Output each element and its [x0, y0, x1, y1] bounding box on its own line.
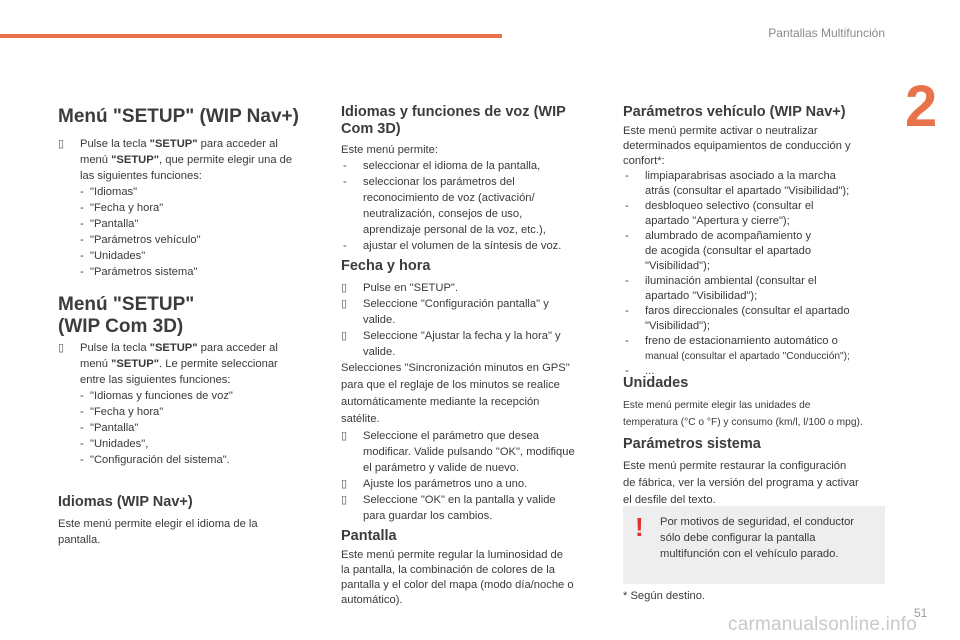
step: ▯ Seleccione "Ajustar la fecha y la hora" y	[341, 330, 561, 342]
step-bullet-icon: ▯	[341, 298, 348, 310]
heading-unidades: Unidades	[623, 375, 689, 391]
list-item: - "Unidades"	[80, 250, 146, 262]
list-item: - ...	[625, 365, 655, 377]
list-item: - "Configuración del sistema".	[80, 454, 230, 466]
step: ▯ Seleccione el parámetro que desea	[341, 430, 540, 442]
list-item: - faros direccionales (consultar el apartado	[625, 305, 850, 317]
heading-fecha-hora: Fecha y hora	[341, 258, 431, 274]
step: ▯ Pulse en "SETUP".	[341, 282, 458, 294]
parametros-sistema-text: Este menú permite restaurar la configuración de fábrica, ver la versión del programa y activar el desfile del texto.	[623, 460, 859, 506]
step: ▯ Ajuste los parámetros uno a uno.	[341, 478, 528, 490]
parametros-vehiculo-text: Este menú permite activar o neutralizar determinados equipamientos de conducción y confort*: - limpiaparabrisas asociado a la marcha atrás (consultar el apartado "Visibilidad"); - desbloqueo selectivo (consultar el apartado "Apertura y cierre"); - alumbrado de acompañamiento y de acogida (consultar el apartado "Visibilidad"); - iluminación ambiental (consultar el apartado "Visibilidad"); - faros direccionales (consultar el apartado "Visibilidad"); - freno de estacionamiento automático o manual (consultar el apartado "Conducción"); - ...	[623, 124, 888, 379]
heading-idiomas-nav: Idiomas (WIP Nav+)	[58, 494, 193, 510]
step-bullet-icon: ▯	[341, 494, 348, 506]
pantalla-text: Este menú permite regular la luminosidad de la pantalla, la combinación de colores de la pantalla y el color del mapa (modo día/noche o automático).	[341, 549, 574, 606]
list-item: - iluminación ambiental (consultar el	[625, 275, 817, 287]
step: ▯ Pulse la tecla "SETUP" para acceder al	[58, 138, 278, 150]
list-item: - "Pantalla"	[80, 422, 139, 434]
list-item: - "Parámetros vehículo"	[80, 234, 201, 246]
heading-parametros-sistema: Parámetros sistema	[623, 436, 761, 452]
list-item: - limpiaparabrisas asociado a la marcha	[625, 170, 836, 182]
list-item: - "Idiomas"	[80, 186, 138, 198]
step-bullet-icon: ▯	[341, 430, 348, 442]
warning-icon: !	[635, 512, 644, 542]
list-item: - desbloqueo selectivo (consultar el	[625, 200, 814, 212]
list-item: - "Pantalla"	[80, 218, 139, 230]
page-number: 51	[914, 606, 928, 620]
step: ▯ Seleccione "OK" en la pantalla y valide	[341, 494, 556, 506]
list-item: - "Fecha y hora"	[80, 406, 164, 418]
list-item: - freno de estacionamiento automático o	[625, 335, 838, 347]
fecha-hora-text: ▯ Pulse en "SETUP". ▯ Seleccione "Configuración pantalla" y valide. ▯ Seleccione "Ajustar la fecha y la hora" y valide. Selecciones "Sincronización minutos en GPS" para que el reglaje de los minutos se realice automáticamente mediante la recepción satélite. ▯ Seleccione el parámetro que desea modificar. Valide pulsando "OK", modifique el parámetro y valide de nuevo. ▯ Ajuste los parámetros uno a uno. ▯ Seleccione "OK" en la pantalla y valide para guardar los cambios.	[341, 280, 603, 524]
heading-idiomas-voz: Idiomas y funciones de voz (WIP Com 3D)	[341, 104, 566, 137]
unidades-text: Este menú permite elegir las unidades de temperatura (°C o °F) y consumo (km/l, l/100 o mpg).	[623, 400, 863, 428]
top-accent-bar	[0, 34, 502, 38]
watermark: carmanualsonline.info	[728, 614, 918, 635]
idiomas-voz-text: Este menú permite: - seleccionar el idioma de la pantalla, - seleccionar los parámetros del reconocimiento de voz (activación/ neutralización, consejos de uso, aprendizaje personal de la voz, etc.), - ajustar el volumen de la síntesis de voz.	[341, 142, 603, 254]
setup-com3d-instructions: ▯ Pulse la tecla "SETUP" para acceder al menú "SETUP". Le permite seleccionar entre las siguientes funciones: - "Idiomas y funciones de voz" - "Fecha y hora" - "Pantalla" - "Unidades", - "Configuración del sistema".	[58, 340, 320, 468]
setup-nav-instructions: ▯ Pulse la tecla "SETUP" para acceder al menú "SETUP", que permite elegir una de las siguientes funciones: - "Idiomas" - "Fecha y hora" - "Pantalla" - "Parámetros vehículo" - "Unidades" - "Parámetros sistema"	[58, 136, 320, 280]
step-bullet-icon: ▯	[341, 330, 348, 342]
safety-warning-box	[623, 506, 885, 584]
idiomas-nav-text: Este menú permite elegir el idioma de la pantalla.	[58, 518, 258, 546]
heading-pantalla: Pantalla	[341, 528, 397, 544]
list-item: - "Parámetros sistema"	[80, 266, 198, 278]
list-item: - "Unidades",	[80, 438, 149, 450]
list-item: - "Idiomas y funciones de voz"	[80, 390, 233, 402]
heading-parametros-vehiculo: Parámetros vehículo (WIP Nav+)	[623, 104, 846, 120]
chapter-number: 2	[905, 74, 938, 139]
step-bullet-icon: ▯	[58, 138, 65, 150]
list-item: - seleccionar el idioma de la pantalla,	[343, 160, 541, 172]
list-item: - seleccionar los parámetros del	[343, 176, 515, 188]
step-bullet-icon: ▯	[341, 282, 348, 294]
list-item: - alumbrado de acompañamiento y	[625, 230, 812, 242]
heading-setup-nav: Menú "SETUP" (WIP Nav+)	[58, 106, 299, 127]
list-item: - ajustar el volumen de la síntesis de voz.	[343, 240, 562, 252]
step: ▯ Seleccione "Configuración pantalla" y	[341, 298, 549, 310]
heading-setup-com3d: Menú "SETUP" (WIP Com 3D)	[58, 294, 195, 337]
warning-text: Por motivos de seguridad, el conductor sólo debe configurar la pantalla multifunción con el vehículo parado.	[660, 516, 855, 560]
section-header-title: Pantallas Multifunción	[768, 26, 885, 40]
step: ▯ Pulse la tecla "SETUP" para acceder al	[58, 342, 278, 354]
step-bullet-icon: ▯	[341, 478, 348, 490]
footnote: * Según destino.	[623, 590, 706, 602]
step-bullet-icon: ▯	[58, 342, 65, 354]
list-item: - "Fecha y hora"	[80, 202, 164, 214]
